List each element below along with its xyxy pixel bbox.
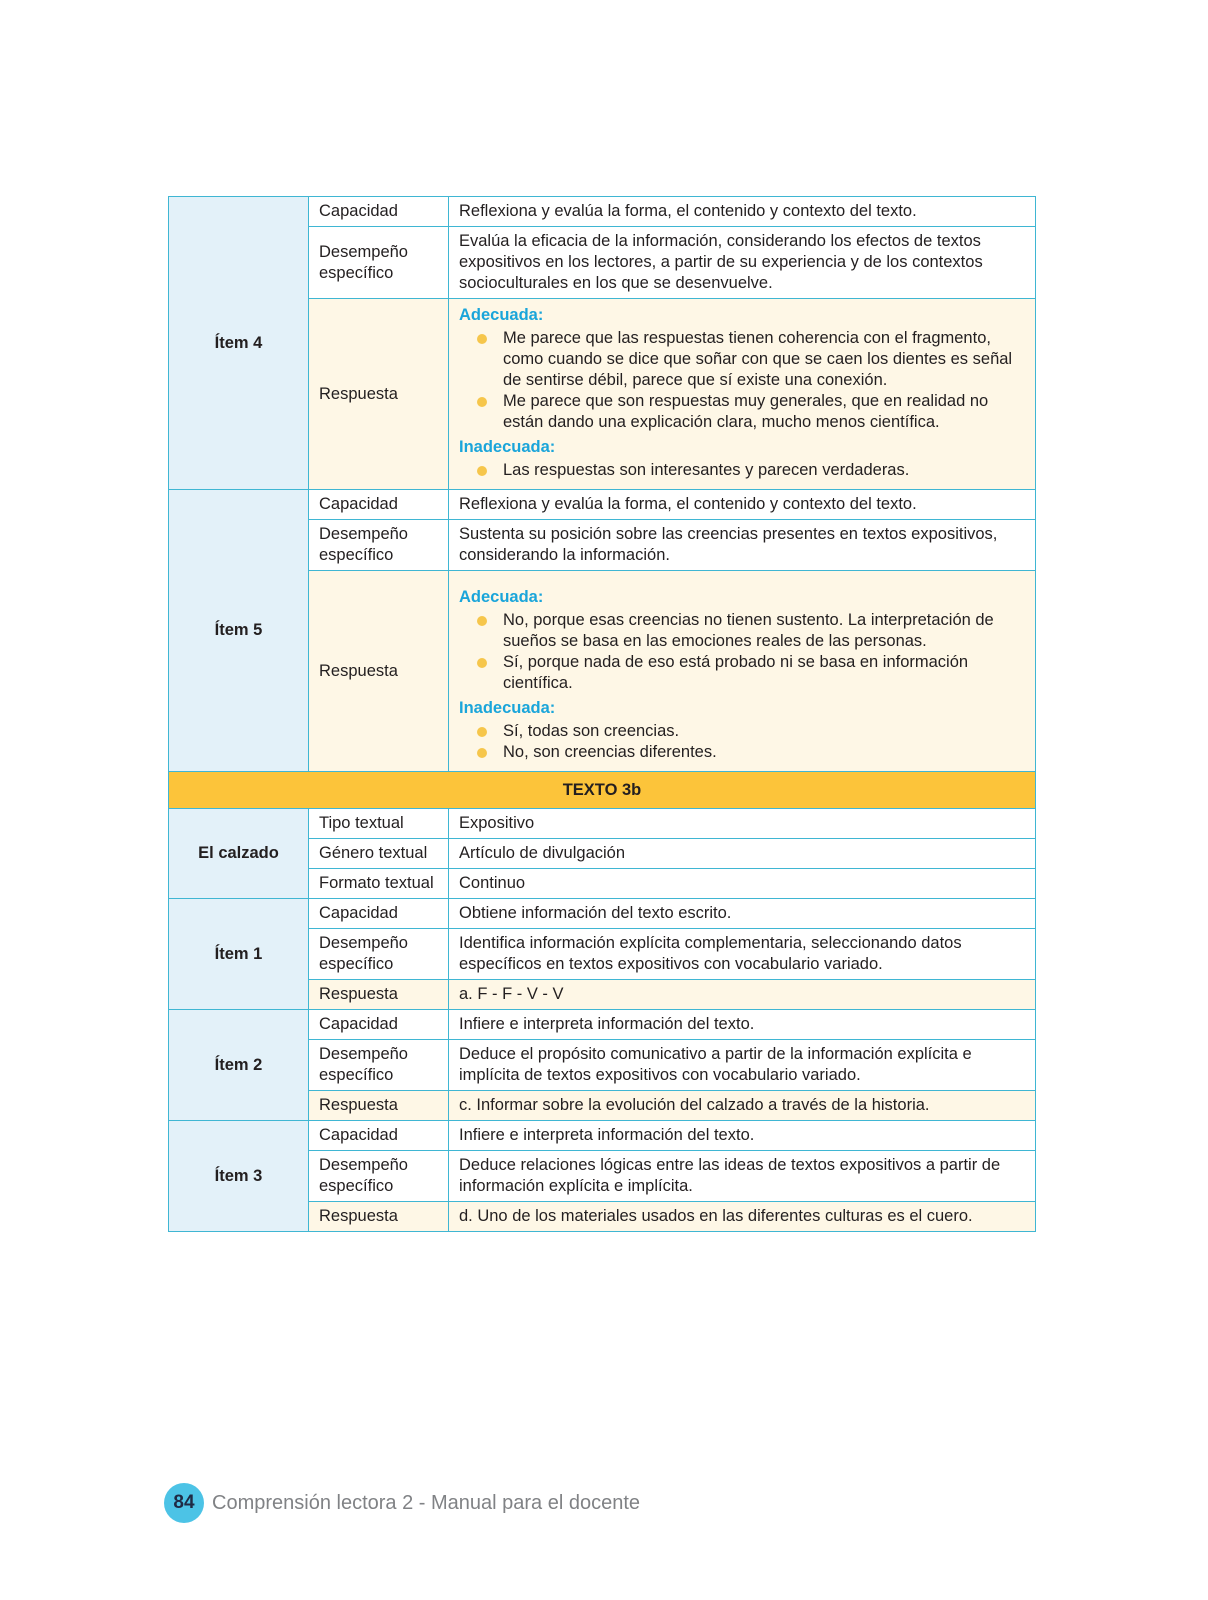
adecuada-heading: Adecuada: [459, 306, 544, 324]
row-label: Respuesta [309, 1091, 449, 1121]
capacidad-text: Reflexiona y evalúa la forma, el contenido y contexto del texto. [449, 197, 1036, 227]
desempeno-text: Sustenta su posición sobre las creencias presentes en textos expositivos, considerando la información. [449, 520, 1036, 571]
item-label: Ítem 2 [169, 1010, 309, 1121]
adecuada-list [459, 610, 1025, 694]
inadecuada-heading: Inadecuada: [459, 699, 556, 717]
list-item: Sí, porque nada de eso está probado ni se basa en información científica. [503, 652, 1025, 694]
row-label: Capacidad [309, 490, 449, 520]
adecuada-heading: Adecuada: [459, 588, 544, 606]
desempeno-text: Deduce el propósito comunicativo a partir de la información explícita e implícita de textos expositivos con vocabulario variado. [449, 1040, 1036, 1091]
evaluation-table [168, 196, 1036, 1232]
row-label: Respuesta [309, 980, 449, 1010]
desempeno-text: Deduce relaciones lógicas entre las ideas de textos expositivos a partir de información explícita e implícita. [449, 1151, 1036, 1202]
row-label: Desempeño específico [309, 227, 449, 299]
row-label: Capacidad [309, 899, 449, 929]
table-row [169, 809, 1036, 839]
row-label: Capacidad [309, 1010, 449, 1040]
inadecuada-list [459, 721, 1025, 763]
list-item: Las respuestas son interesantes y parecen verdaderas. [503, 460, 1025, 481]
desempeno-text: Identifica información explícita complementaria, seleccionando datos específicos en textos expositivos con vocabulario variado. [449, 929, 1036, 980]
respuesta-cell [449, 299, 1036, 490]
row-label: Desempeño específico [309, 520, 449, 571]
item-label: Ítem 5 [169, 490, 309, 772]
table-row [169, 1010, 1036, 1040]
respuesta-cell [449, 571, 1036, 772]
respuesta-text: d. Uno de los materiales usados en las diferentes culturas es el cuero. [449, 1202, 1036, 1232]
table-row [169, 899, 1036, 929]
desempeno-text: Evalúa la eficacia de la información, considerando los efectos de textos expositivos en los lectores, a partir de su experiencia y de los contextos socioculturales en los que se desenvuelve. [449, 227, 1036, 299]
row-label: Capacidad [309, 1121, 449, 1151]
page-number: 84 [164, 1483, 204, 1523]
tipo-text: Expositivo [449, 809, 1036, 839]
table-row [169, 1121, 1036, 1151]
row-label: Desempeño específico [309, 929, 449, 980]
adecuada-list [459, 328, 1025, 433]
row-label: Respuesta [309, 1202, 449, 1232]
inadecuada-list [459, 460, 1025, 481]
row-label: Tipo textual [309, 809, 449, 839]
list-item: Me parece que son respuestas muy generales, que en realidad no están dando una explicación clara, mucho menos científica. [503, 391, 1025, 433]
table-row [169, 197, 1036, 227]
row-label: Género textual [309, 839, 449, 869]
row-label: Desempeño específico [309, 1040, 449, 1091]
row-label: Respuesta [309, 299, 449, 490]
capacidad-text: Infiere e interpreta información del texto. [449, 1010, 1036, 1040]
list-item: Me parece que las respuestas tienen coherencia con el fragmento, como cuando se dice que soñar con que se caen los dientes es señal de sentirse débil, parece que sí existe una conexión. [503, 328, 1025, 391]
row-label: Respuesta [309, 571, 449, 772]
respuesta-text: c. Informar sobre la evolución del calzado a través de la historia. [449, 1091, 1036, 1121]
row-label: Formato textual [309, 869, 449, 899]
capacidad-text: Infiere e interpreta información del texto. [449, 1121, 1036, 1151]
item-label: Ítem 4 [169, 197, 309, 490]
section-band [169, 772, 1036, 809]
capacidad-text: Obtiene información del texto escrito. [449, 899, 1036, 929]
section-title: TEXTO 3b [169, 772, 1036, 809]
formato-text: Continuo [449, 869, 1036, 899]
page-footer [164, 1483, 640, 1523]
respuesta-text: a. F - F - V - V [449, 980, 1036, 1010]
inadecuada-heading: Inadecuada: [459, 438, 556, 456]
row-label: Desempeño específico [309, 1151, 449, 1202]
genero-text: Artículo de divulgación [449, 839, 1036, 869]
item-label: Ítem 3 [169, 1121, 309, 1232]
list-item: Sí, todas son creencias. [503, 721, 1025, 742]
list-item: No, son creencias diferentes. [503, 742, 1025, 763]
table-row [169, 490, 1036, 520]
book-title: Comprensión lectora 2 - Manual para el docente [212, 1491, 641, 1514]
capacidad-text: Reflexiona y evalúa la forma, el contenido y contexto del texto. [449, 490, 1036, 520]
list-item: No, porque esas creencias no tienen sustento. La interpretación de sueños se basa en las emociones reales de las personas. [503, 610, 1025, 652]
item-label: Ítem 1 [169, 899, 309, 1010]
text-title: El calzado [169, 809, 309, 899]
row-label: Capacidad [309, 197, 449, 227]
